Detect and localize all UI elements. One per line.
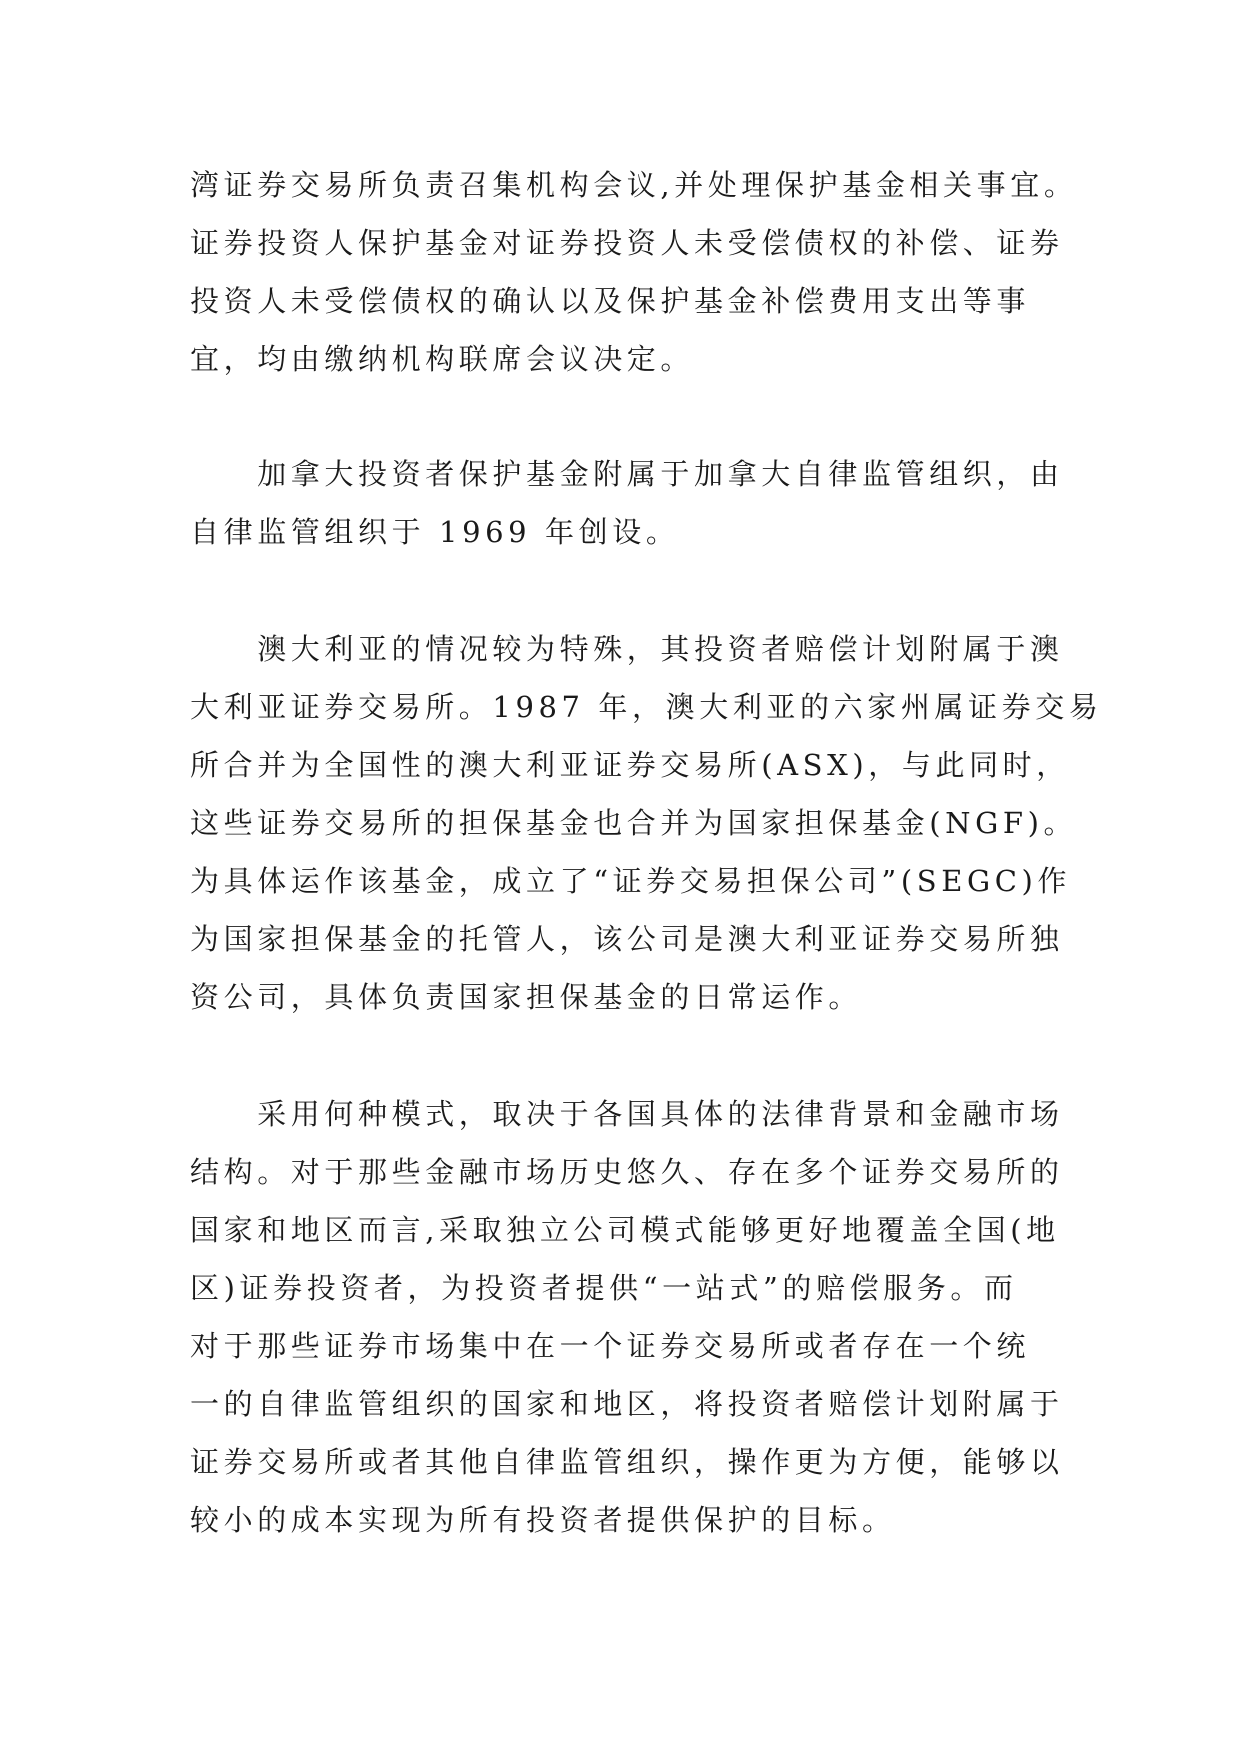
text-line: 湾证券交易所负责召集机构会议,并处理保护基金相关事宜。 [190, 168, 1078, 202]
text-line: 结构。对于那些金融市场历史悠久、存在多个证券交易所的 [190, 1155, 1064, 1189]
text-line: 区)证券投资者，为投资者提供“一站式”的赔偿服务。而 [190, 1271, 1018, 1305]
paragraph-australia-fund [190, 620, 1103, 1026]
text-line: 较小的成本实现为所有投资者提供保护的目标。 [190, 1503, 896, 1537]
text-line: 为国家担保基金的托管人，该公司是澳大利亚证券交易所独 [190, 922, 1064, 956]
text-line: 加拿大投资者保护基金附属于加拿大自律监管组织，由 [190, 457, 1064, 491]
text-line: 对于那些证券市场集中在一个证券交易所或者存在一个统 [190, 1329, 1031, 1363]
text-line: 宜，均由缴纳机构联席会议决定。 [190, 342, 695, 376]
text-line: 采用何种模式，取决于各国具体的法律背景和金融市场 [190, 1097, 1064, 1131]
text-line: 为具体运作该基金，成立了“证券交易担保公司”(SEGC)作 [190, 864, 1072, 898]
text-line: 资公司，具体负责国家担保基金的日常运作。 [190, 980, 863, 1014]
text-line: 国家和地区而言,采取独立公司模式能够更好地覆盖全国(地 [190, 1213, 1060, 1247]
text-line: 澳大利亚的情况较为特殊，其投资者赔偿计划附属于澳 [190, 632, 1064, 666]
text-line: 证券投资人保护基金对证券投资人未受偿债权的补偿、证券 [190, 226, 1064, 260]
text-line: 自律监管组织于 1969 年创设。 [190, 515, 680, 549]
text-line: 一的自律监管组织的国家和地区，将投资者赔偿计划附属于 [190, 1387, 1064, 1421]
paragraph-canada-fund [190, 445, 1090, 561]
text-line: 所合并为全国性的澳大利亚证券交易所(ASX)，与此同时， [190, 748, 1070, 782]
text-line: 投资人未受偿债权的确认以及保护基金补偿费用支出等事 [190, 284, 1031, 318]
text-line: 大利亚证券交易所。1987 年，澳大利亚的六家州属证券交易 [190, 690, 1103, 724]
text-line: 这些证券交易所的担保基金也合并为国家担保基金(NGF)。 [190, 806, 1078, 840]
paragraph-model-choice [190, 1085, 1090, 1549]
paragraph-taiwan-protection-fund [190, 156, 1090, 388]
text-line: 证券交易所或者其他自律监管组织，操作更为方便，能够以 [190, 1445, 1064, 1479]
